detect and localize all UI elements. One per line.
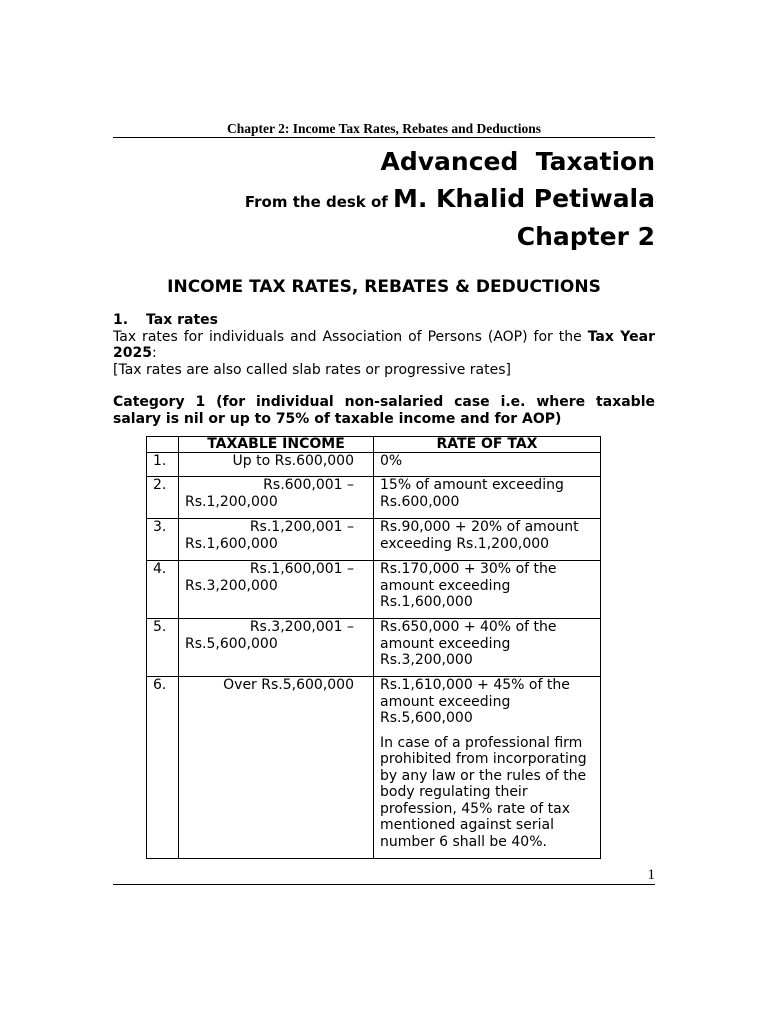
document-page bbox=[113, 0, 655, 1024]
chapter-label: Chapter 2 bbox=[516, 222, 655, 251]
income-range-start: Rs.1,200,001 – bbox=[249, 519, 354, 535]
item-paragraph bbox=[113, 329, 655, 362]
row-rate-of-tax bbox=[374, 561, 601, 619]
tax-rates-table bbox=[146, 436, 601, 859]
row-serial: 4. bbox=[147, 561, 179, 619]
row-serial: 3. bbox=[147, 519, 179, 561]
row-serial: 2. bbox=[147, 477, 179, 519]
income-range-start: Up to Rs.600,000 bbox=[232, 453, 354, 469]
author-line bbox=[245, 179, 655, 222]
rate-text: 0% bbox=[380, 453, 403, 469]
row-taxable-income bbox=[179, 453, 374, 477]
row-taxable-income bbox=[179, 519, 374, 561]
row-taxable-income bbox=[179, 561, 374, 619]
paragraph-text: Tax rates for individuals and Association of Persons (AOP) for the bbox=[113, 328, 588, 345]
income-range-end: Rs.1,200,000 bbox=[185, 493, 278, 510]
tax-year-bold: Tax Year 2025 bbox=[113, 328, 655, 361]
page-number: 1 bbox=[647, 867, 655, 883]
header-taxable-income: TAXABLE INCOME bbox=[179, 437, 374, 453]
row-taxable-income bbox=[179, 477, 374, 519]
row-rate-of-tax bbox=[374, 477, 601, 519]
header-serial bbox=[147, 437, 179, 453]
row-rate-of-tax bbox=[374, 677, 601, 859]
running-header: Chapter 2: Income Tax Rates, Rebates and Deductions bbox=[226, 121, 541, 136]
header-rate-of-tax: RATE OF TAX bbox=[374, 437, 601, 453]
row-rate-of-tax bbox=[374, 519, 601, 561]
row-taxable-income bbox=[179, 677, 374, 859]
paragraph-colon: : bbox=[151, 345, 157, 361]
rate-text: Rs.1,610,000 + 45% of the amount exceeding Rs.5,600,000 bbox=[380, 677, 570, 726]
item-note: [Tax rates are also called slab rates or progressive rates] bbox=[113, 361, 511, 378]
item-title: Tax rates bbox=[146, 312, 218, 328]
row-rate-of-tax bbox=[374, 453, 601, 477]
footer-rule bbox=[113, 884, 655, 885]
title-block bbox=[245, 146, 655, 254]
table-row bbox=[147, 519, 601, 561]
income-range-start: Rs.600,001 – bbox=[263, 477, 354, 493]
rate-text: Rs.650,000 + 40% of the amount exceeding Rs.3,200,000 bbox=[380, 619, 557, 668]
row-serial: 5. bbox=[147, 619, 179, 677]
income-range-start: Rs.3,200,001 – bbox=[249, 619, 354, 635]
income-range-end: Rs.5,600,000 bbox=[185, 635, 278, 652]
table-row bbox=[147, 477, 601, 519]
body-text bbox=[113, 312, 655, 427]
main-title: Advanced Taxation bbox=[380, 147, 655, 176]
section-heading: INCOME TAX RATES, REBATES & DEDUCTIONS bbox=[167, 277, 601, 297]
table-row bbox=[147, 619, 601, 677]
income-range-start: Rs.1,600,001 – bbox=[249, 561, 354, 577]
income-range-end: Rs.3,200,000 bbox=[185, 577, 278, 594]
desk-prefix: From the desk of bbox=[244, 193, 388, 211]
row-serial: 1. bbox=[147, 453, 179, 477]
rate-text: Rs.170,000 + 30% of the amount exceeding Rs.1,600,000 bbox=[380, 561, 557, 610]
header-rule bbox=[113, 137, 655, 138]
row-serial: 6. bbox=[147, 677, 179, 859]
item-number: 1. bbox=[113, 312, 129, 328]
table-header-row bbox=[147, 437, 601, 453]
income-range-end: Rs.1,600,000 bbox=[185, 535, 278, 552]
table-row bbox=[147, 453, 601, 477]
table-row bbox=[147, 561, 601, 619]
category-heading: Category 1 (for individual non-salaried case i.e. where taxable salary is nil or up to 75% of taxable income and for AOP) bbox=[113, 394, 655, 427]
rate-note: In case of a professional firm prohibited from incorporating by any law or the rules of the body regulating their profession, 45% rate of tax mentioned against serial number 6 shall be 40%. bbox=[380, 734, 587, 850]
row-taxable-income bbox=[179, 619, 374, 677]
table-row bbox=[147, 677, 601, 859]
row-rate-of-tax bbox=[374, 619, 601, 677]
income-range-start: Over Rs.5,600,000 bbox=[223, 677, 354, 693]
author-name: M. Khalid Petiwala bbox=[392, 184, 655, 213]
rate-text: 15% of amount exceeding Rs.600,000 bbox=[380, 477, 564, 510]
item-heading bbox=[113, 312, 655, 329]
rate-text: Rs.90,000 + 20% of amount exceeding Rs.1,200,000 bbox=[380, 519, 579, 552]
